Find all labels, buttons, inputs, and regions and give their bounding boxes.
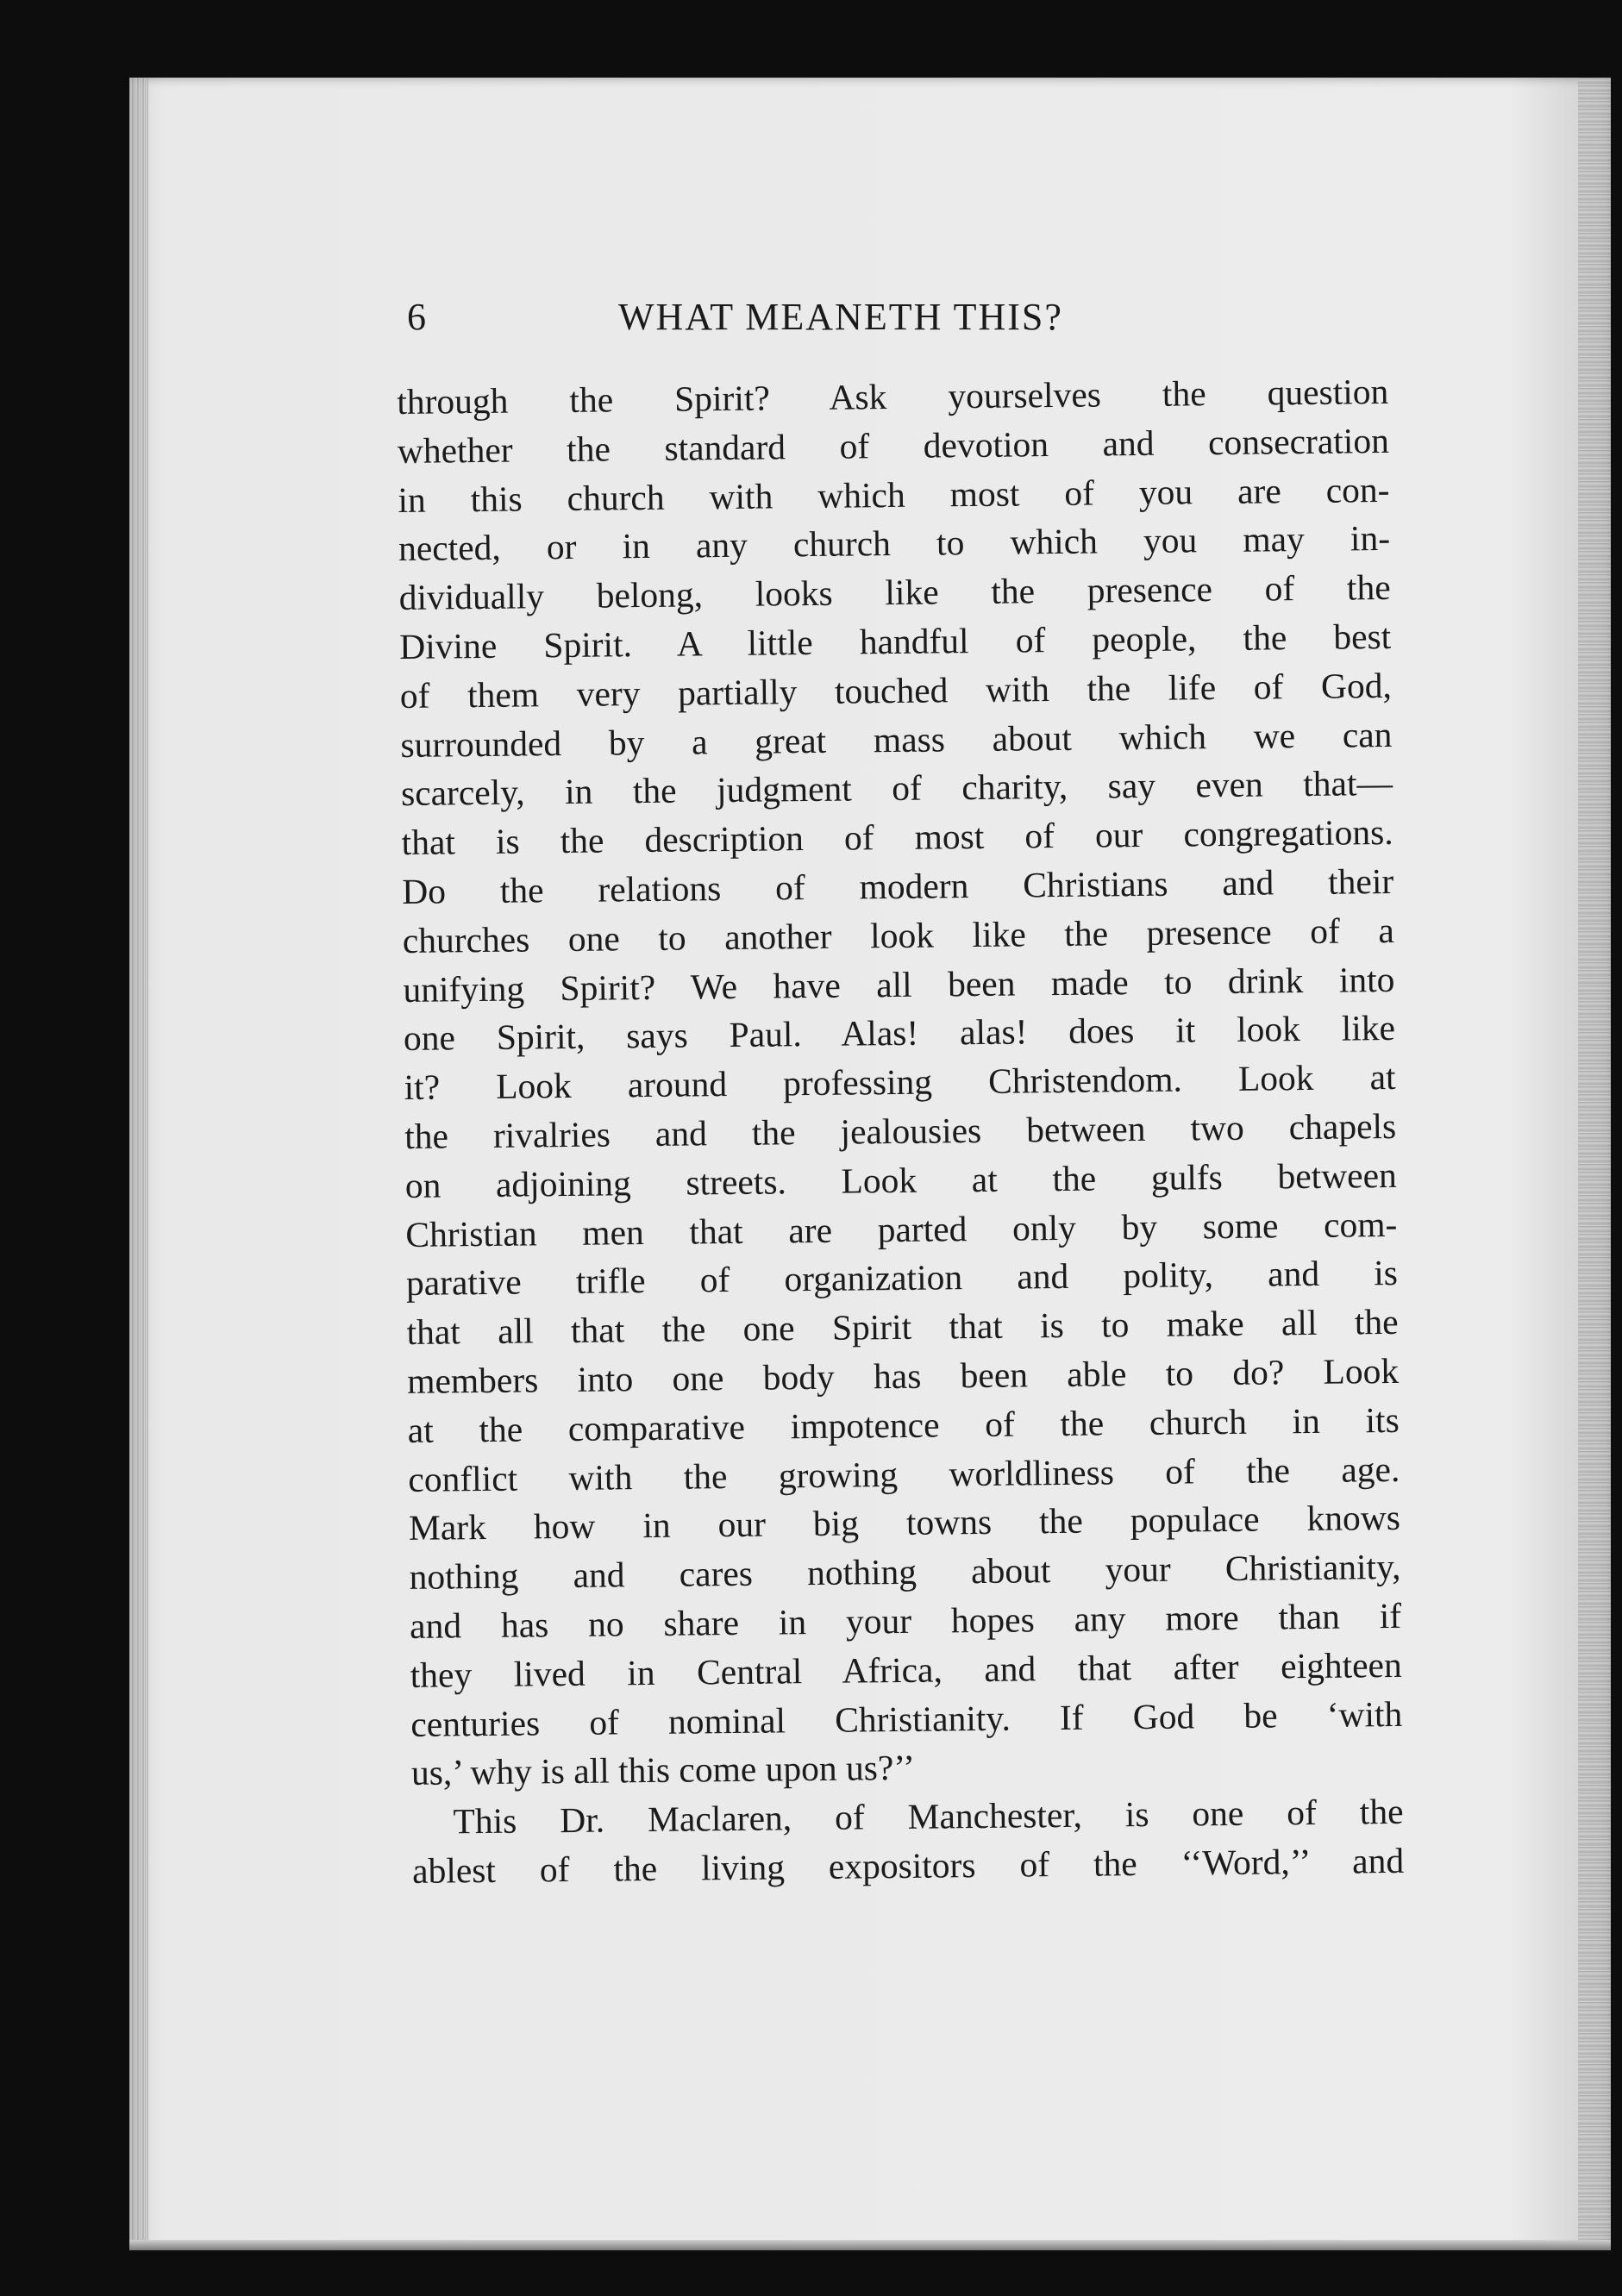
text-line: Do the relations of modern Christians and their	[402, 860, 1394, 911]
text-line: whether the standard of devotion and consecration	[397, 420, 1390, 471]
text-line: unifying Spirit? We have all been made to drink into	[403, 959, 1395, 1010]
text-line: it? Look around professing Christendom. Look at	[404, 1057, 1396, 1108]
text-line: dividually belong, looks like the presence of the	[398, 567, 1391, 618]
body-text	[397, 367, 1404, 1896]
text-line: Christian men that are parted only by some com-	[405, 1204, 1398, 1254]
text-line: churches one to another look like the presence of a	[402, 910, 1395, 960]
text-line: members into one body has been able to do? Look	[406, 1350, 1400, 1401]
text-line: Mark how in our big towns the populace knows	[408, 1498, 1401, 1548]
page-header	[407, 291, 1269, 352]
page-number: 6	[407, 296, 426, 338]
text-line: they lived in Central Africa, and that after eighteen	[410, 1644, 1402, 1695]
text-line: the rivalries and the jealousies between two chapels	[404, 1105, 1397, 1156]
text-line: This Dr. Maclaren, of Manchester, is one of the	[453, 1791, 1404, 1842]
text-line: on adjoining streets. Look at the gulfs between	[404, 1154, 1397, 1205]
text-line: ablest of the living expositors of the ‘‘Word,’’ and	[411, 1840, 1405, 1891]
text-line: parative trifle of organization and polity, and is	[405, 1253, 1399, 1304]
text-line: surrounded by a great mass about which we can	[400, 714, 1393, 765]
text-line: us,’ why is all this come upon us?’’	[410, 1748, 916, 1793]
text-line: Divine Spirit. A little handful of people, the best	[399, 616, 1392, 666]
text-line: in this church with which most of you are con-	[398, 469, 1390, 520]
text-line: that is the description of most of our congregations.	[401, 812, 1393, 863]
text-line: conflict with the growing worldliness of the age.	[408, 1448, 1400, 1499]
running-head: WHAT MEANETH THIS?	[618, 296, 1063, 338]
text-line: one Spirit, says Paul. Alas! alas! does it look like	[403, 1008, 1396, 1059]
text-line: centuries of nominal Christianity. If God be ‘with	[410, 1693, 1403, 1744]
page-gutter-edge	[129, 78, 148, 2250]
text-line: that all that the one Spirit that is to make all the	[406, 1302, 1399, 1353]
text-line: nected, or in any church to which you may in-	[398, 518, 1391, 569]
text-line: at the comparative impotence of the church in its	[407, 1399, 1400, 1450]
page-bottom-edge	[129, 2240, 1611, 2250]
page-fore-edge	[1578, 78, 1611, 2250]
text-line: scarcely, in the judgment of charity, say even that—	[400, 763, 1393, 814]
text-line: and has no share in your hopes any more than if	[409, 1595, 1402, 1646]
text-line: through the Spirit? Ask yourselves the question	[397, 371, 1389, 422]
text-line: of them very partially touched with the life of God,	[399, 665, 1393, 716]
text-line: nothing and cares nothing about your Christianity,	[409, 1547, 1401, 1598]
